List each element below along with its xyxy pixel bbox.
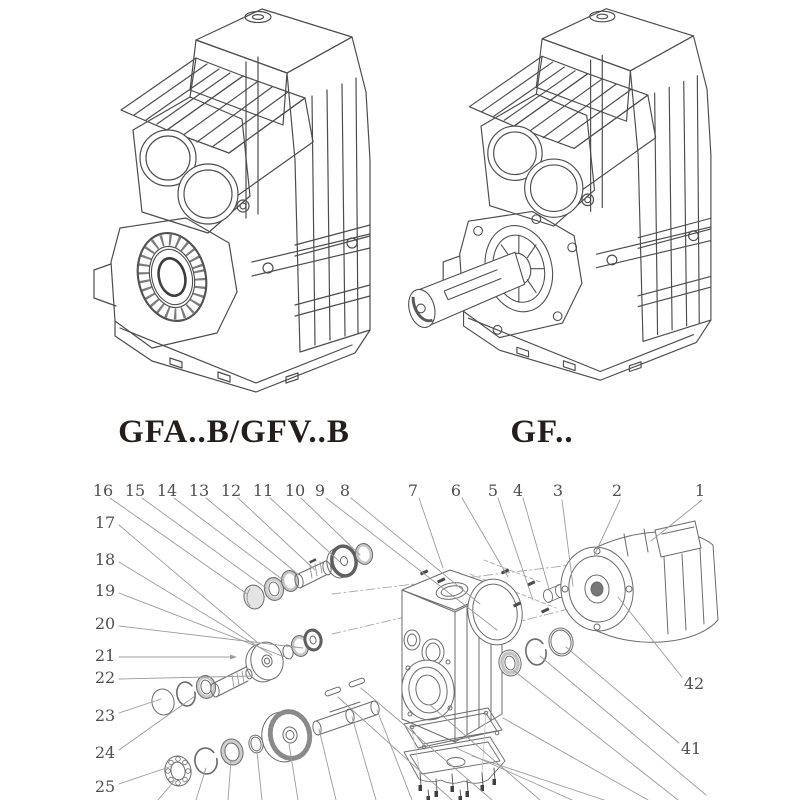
model-label-gf: GF..: [510, 414, 574, 450]
callout-8: 8: [339, 481, 351, 500]
callout-4: 4: [512, 481, 524, 500]
callout-17: 17: [94, 513, 116, 532]
solid-shaft-flange: [405, 215, 577, 334]
callout-3: 3: [552, 481, 564, 500]
callout-1: 1: [694, 481, 706, 500]
callout-7: 7: [407, 481, 419, 500]
callout-10: 10: [284, 481, 306, 500]
model-label-gfab-gfvb: GFA..B/GFV..B: [118, 414, 350, 450]
hollow-shaft-hub: [128, 225, 216, 329]
callout-11: 11: [252, 481, 274, 500]
callout-16: 16: [92, 481, 114, 500]
callout-42: 42: [683, 674, 705, 693]
callout-25: 25: [94, 777, 116, 796]
bottom-cover: [404, 737, 505, 783]
callout-23: 23: [94, 706, 116, 725]
callout-22: 22: [94, 668, 116, 687]
input-shaft-parts: [242, 542, 375, 611]
exploded-view: [110, 498, 718, 800]
callout-18: 18: [94, 550, 116, 569]
callout-13: 13: [188, 481, 210, 500]
callout-2: 2: [611, 481, 623, 500]
callout-21: 21: [94, 646, 116, 665]
callout-24: 24: [94, 743, 116, 762]
callout-6: 6: [450, 481, 462, 500]
callout-12: 12: [220, 481, 242, 500]
callout-15: 15: [124, 481, 146, 500]
intermediate-shaft-parts: [150, 629, 323, 717]
right-gearbox-drawing: [405, 9, 711, 381]
callout-19: 19: [94, 581, 116, 600]
callout-20: 20: [94, 614, 116, 633]
callout-5: 5: [487, 481, 499, 500]
left-gearbox-drawing: [94, 9, 370, 392]
callout-41: 41: [680, 739, 702, 758]
callout-14: 14: [156, 481, 178, 500]
callout-9: 9: [314, 481, 326, 500]
motor: [556, 521, 718, 642]
